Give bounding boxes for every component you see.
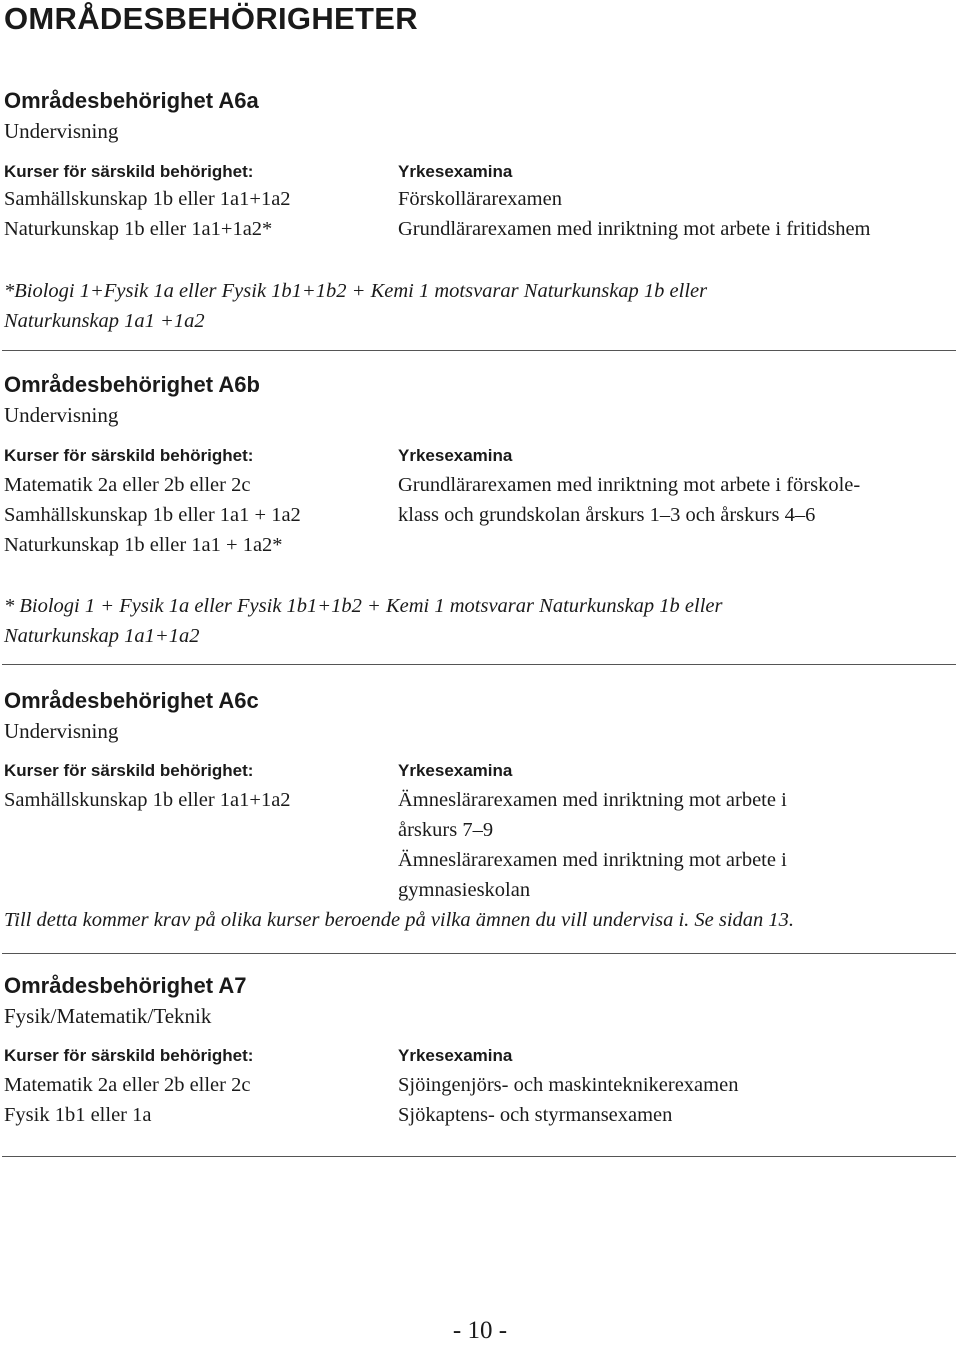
- course-line: Fysik 1b1 eller 1a: [4, 1104, 152, 1126]
- section-divider: [2, 1156, 956, 1157]
- section-a6c-title: Områdesbehörighet A6c: [4, 688, 259, 713]
- course-line: Samhällskunskap 1b eller 1a1 + 1a2: [4, 504, 301, 526]
- exam-line: Förskollärarexamen: [398, 188, 562, 210]
- section-divider: [2, 664, 956, 665]
- section-divider: [2, 953, 956, 954]
- course-line: Samhällskunskap 1b eller 1a1+1a2: [4, 789, 291, 811]
- course-line: Matematik 2a eller 2b eller 2c: [4, 474, 251, 496]
- exam-line: Sjökaptens- och styrmansexamen: [398, 1104, 673, 1126]
- exam-line: Ämneslärarexamen med inriktning mot arbete i: [398, 849, 787, 871]
- section-a6c-exams-heading: Yrkesexamina: [398, 761, 513, 780]
- section-a6b-subtitle: Undervisning: [4, 403, 119, 427]
- note-line: * Biologi 1 + Fysik 1a eller Fysik 1b1+1b2 + Kemi 1 motsvarar Naturkunskap 1b eller: [4, 595, 723, 617]
- note-line: *Biologi 1+Fysik 1a eller Fysik 1b1+1b2 + Kemi 1 motsvarar Naturkunskap 1b eller: [4, 280, 708, 302]
- page-number: - 10 -: [452, 1317, 508, 1344]
- section-a6c-courses: [4, 785, 291, 815]
- section-a6a-courses: [4, 184, 291, 244]
- section-a7-courses: [4, 1070, 250, 1130]
- section-a7-courses-heading: Kurser för särskild behörighet:: [4, 1046, 254, 1065]
- section-a6b-note: [4, 591, 722, 651]
- section-a6a-courses-heading: Kurser för särskild behörighet:: [4, 162, 254, 181]
- exam-line: gymnasieskolan: [398, 879, 531, 901]
- course-line: Naturkunskap 1b eller 1a1 + 1a2*: [4, 534, 283, 556]
- section-a6a-exams-heading: Yrkesexamina: [398, 162, 513, 181]
- exam-line: årskurs 7–9: [398, 819, 494, 841]
- section-a6a-note: [4, 276, 707, 336]
- section-a6b-exams: [398, 470, 860, 530]
- section-a6b-courses: [4, 470, 301, 560]
- exam-line: Grundlärarexamen med inriktning mot arbete i fritidshem: [398, 218, 871, 240]
- section-a6c-courses-heading: Kurser för särskild behörighet:: [4, 761, 254, 780]
- exam-line: Grundlärarexamen med inriktning mot arbete i förskole-: [398, 474, 861, 496]
- section-a6b-title: Områdesbehörighet A6b: [4, 372, 260, 397]
- course-line: Samhällskunskap 1b eller 1a1+1a2: [4, 188, 291, 210]
- note-line: Naturkunskap 1a1+1a2: [4, 625, 200, 647]
- section-a6c-note: [4, 905, 794, 935]
- section-a7-title: Områdesbehörighet A7: [4, 973, 247, 998]
- note-line: Till detta kommer krav på olika kurser beroende på vilka ämnen du vill undervisa i. Se sidan 13.: [4, 909, 795, 931]
- exam-line: Ämneslärarexamen med inriktning mot arbete i: [398, 789, 787, 811]
- section-a6a-title: Områdesbehörighet A6a: [4, 88, 259, 113]
- section-a7-subtitle: Fysik/Matematik/Teknik: [4, 1004, 212, 1028]
- section-a6a-exams: [398, 184, 871, 244]
- section-a7-exams-heading: Yrkesexamina: [398, 1046, 513, 1065]
- page-title: OMRÅDESBEHÖRIGHETER: [4, 1, 418, 36]
- exam-line: Sjöingenjörs- och maskinteknikerexamen: [398, 1074, 739, 1096]
- exam-line: klass och grundskolan årskurs 1–3 och årskurs 4–6: [398, 504, 816, 526]
- section-a6b-exams-heading: Yrkesexamina: [398, 446, 513, 465]
- section-a6b-courses-heading: Kurser för särskild behörighet:: [4, 446, 254, 465]
- section-a6a-subtitle: Undervisning: [4, 119, 119, 143]
- course-line: Matematik 2a eller 2b eller 2c: [4, 1074, 251, 1096]
- course-line: Naturkunskap 1b eller 1a1+1a2*: [4, 218, 273, 240]
- section-divider: [2, 350, 956, 351]
- section-a6c-subtitle: Undervisning: [4, 719, 119, 743]
- section-a6c-exams: [398, 785, 787, 905]
- note-line: Naturkunskap 1a1 +1a2: [4, 310, 205, 332]
- section-a7-exams: [398, 1070, 738, 1130]
